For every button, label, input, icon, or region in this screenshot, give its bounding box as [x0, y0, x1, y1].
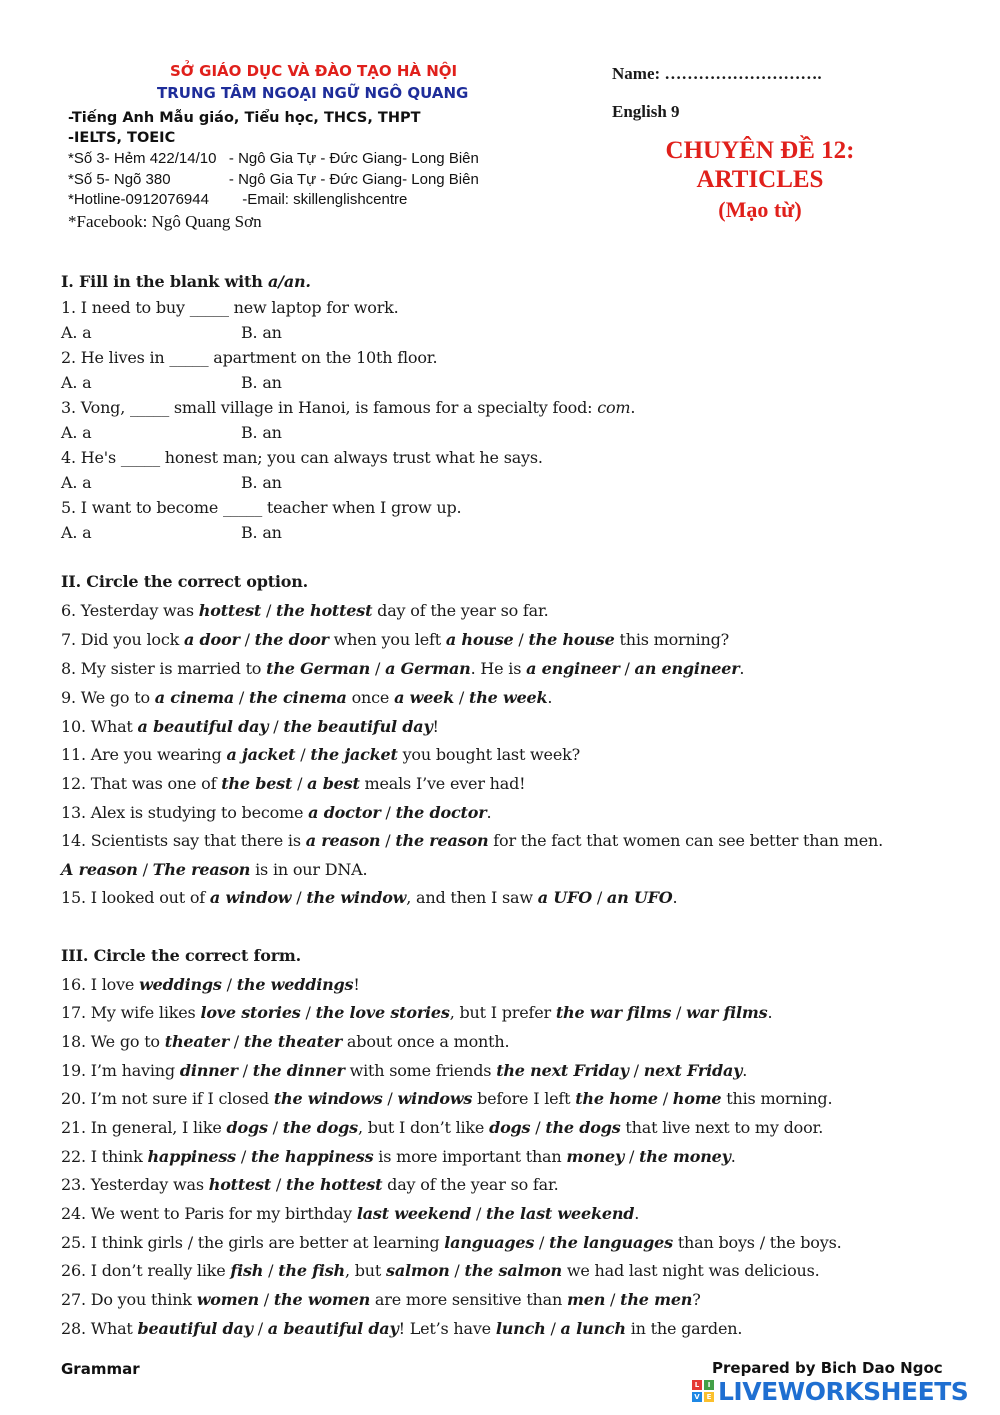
- question-text: /: [252, 1319, 268, 1338]
- question-text: ?: [692, 1290, 701, 1309]
- logo-tiles-icon: [692, 1380, 714, 1402]
- question-2-options: [61, 373, 282, 392]
- answer-option[interactable]: a UFO: [537, 888, 592, 907]
- question-10: [61, 717, 439, 736]
- answer-option[interactable]: a house: [445, 630, 514, 649]
- question-text: /: [239, 630, 255, 649]
- question-text: /: [382, 1089, 398, 1108]
- answer-option[interactable]: the happiness: [250, 1147, 374, 1166]
- answer-option[interactable]: the house: [528, 630, 615, 649]
- footer-category: Grammar: [61, 1360, 140, 1378]
- question-text: 13. Alex is studying to become: [61, 803, 309, 822]
- question-text: /: [137, 860, 153, 879]
- question-25: [61, 1233, 841, 1252]
- question-text: in the garden.: [625, 1319, 743, 1338]
- section-2-title: II. Circle the correct option.: [61, 572, 309, 591]
- question-text: 15. I looked out of: [61, 888, 210, 907]
- answer-option[interactable]: the weddings: [236, 975, 354, 994]
- question-text: than boys / the boys.: [672, 1233, 842, 1252]
- question-text: /: [471, 1204, 487, 1223]
- question-text: /: [267, 1118, 283, 1137]
- question-text: are more sensitive than: [370, 1290, 567, 1309]
- answer-option[interactable]: a jacket: [226, 745, 296, 764]
- question-text: 23. Yesterday was: [61, 1175, 209, 1194]
- question-text: 7. Did you lock: [61, 630, 184, 649]
- answer-option[interactable]: weddings: [139, 975, 222, 994]
- answer-option[interactable]: men: [567, 1290, 606, 1309]
- question-text: /: [619, 659, 635, 678]
- question-7: [61, 630, 729, 649]
- section-1-title: I. Fill in the blank with a/an.: [61, 272, 311, 291]
- question-1-options: [61, 323, 282, 342]
- question-text: .: [742, 1061, 748, 1080]
- question-6: [61, 601, 549, 620]
- answer-option[interactable]: dogs: [489, 1118, 531, 1137]
- question-24: [61, 1204, 639, 1223]
- question-2: 2. He lives in _____ apartment on the 10th floor.: [61, 348, 438, 367]
- option-a[interactable]: A. a: [61, 323, 92, 342]
- question-23: [61, 1175, 559, 1194]
- question-15: [61, 888, 677, 907]
- question-14: [61, 831, 883, 850]
- option-a[interactable]: A. a: [61, 473, 92, 492]
- question-text: /: [530, 1118, 546, 1137]
- question-text: 27. Do you think: [61, 1290, 197, 1309]
- answer-option[interactable]: the doctor: [395, 803, 487, 822]
- answer-option[interactable]: theater: [164, 1032, 229, 1051]
- answer-option[interactable]: dogs: [226, 1118, 268, 1137]
- answer-option[interactable]: The reason: [152, 860, 251, 879]
- question-22: [61, 1147, 736, 1166]
- question-text: 11. Are you wearing: [61, 745, 227, 764]
- answer-option[interactable]: a German: [385, 659, 471, 678]
- answer-option[interactable]: the German: [266, 659, 371, 678]
- question-text: this morning?: [614, 630, 730, 649]
- question-text: /: [657, 1089, 673, 1108]
- question-text: /: [291, 888, 307, 907]
- answer-option[interactable]: windows: [397, 1089, 473, 1108]
- option-a[interactable]: A. a: [61, 423, 92, 442]
- question-14-continued: [61, 860, 367, 879]
- answer-option[interactable]: lunch: [495, 1319, 546, 1338]
- org-name-line2: TRUNG TÂM NGOẠI NGỮ NGÔ QUANG: [157, 84, 469, 102]
- question-text: . He is: [470, 659, 527, 678]
- answer-option[interactable]: salmon: [386, 1261, 450, 1280]
- answer-option[interactable]: A reason: [61, 860, 138, 879]
- question-text: /: [271, 1175, 287, 1194]
- question-text: 6. Yesterday was: [61, 601, 199, 620]
- answer-option[interactable]: the reason: [395, 831, 489, 850]
- answer-option[interactable]: happiness: [147, 1147, 236, 1166]
- question-text: for the fact that women can see better than men.: [488, 831, 883, 850]
- answer-option[interactable]: a cinema: [154, 688, 235, 707]
- topic-subtitle: (Mạo từ): [718, 197, 802, 222]
- question-text: 25. I think girls / the girls are better at learning: [61, 1233, 445, 1252]
- answer-option[interactable]: fish: [230, 1261, 264, 1280]
- question-text: 26. I don’t really like: [61, 1261, 231, 1280]
- hotline-email: *Hotline-0912076944 -Email: skillenglishcentre: [68, 191, 408, 208]
- footer-author: Prepared by Bich Dao Ngoc: [712, 1359, 943, 1377]
- answer-option[interactable]: the dogs: [545, 1118, 621, 1137]
- courses-line1: -Tiếng Anh Mẫu giáo, Tiểu học, THCS, THPT: [68, 110, 421, 126]
- question-text: meals I’ve ever had!: [359, 774, 526, 793]
- question-text: 20. I’m not sure if I closed: [61, 1089, 274, 1108]
- question-text: when you left: [328, 630, 446, 649]
- question-text: /: [221, 975, 237, 994]
- question-12: [61, 774, 525, 793]
- option-b[interactable]: B. an: [241, 523, 282, 542]
- brand-name: LIVEWORKSHEETS: [718, 1376, 969, 1406]
- answer-option[interactable]: women: [196, 1290, 259, 1309]
- question-text: 28. What: [61, 1319, 138, 1338]
- question-text: .: [739, 659, 745, 678]
- topic-title: ARTICLES: [696, 166, 824, 193]
- answer-option[interactable]: the jacket: [310, 745, 398, 764]
- question-text: /: [671, 1003, 687, 1022]
- option-b[interactable]: B. an: [241, 473, 282, 492]
- answer-option[interactable]: last weekend: [356, 1204, 472, 1223]
- question-text: /: [380, 831, 396, 850]
- question-text: is in our DNA.: [250, 860, 368, 879]
- question-text: /: [234, 688, 250, 707]
- liveworksheets-logo[interactable]: [692, 1377, 968, 1405]
- question-5: 5. I want to become _____ teacher when I grow up.: [61, 498, 462, 517]
- question-20: [61, 1089, 832, 1108]
- answer-option[interactable]: the dogs: [282, 1118, 358, 1137]
- answer-option[interactable]: the languages: [549, 1233, 673, 1252]
- question-text: /: [449, 1261, 465, 1280]
- question-text: /: [605, 1290, 621, 1309]
- question-17: [61, 1003, 772, 1022]
- answer-option[interactable]: next Friday: [643, 1061, 743, 1080]
- question-text: /: [370, 659, 386, 678]
- answer-option[interactable]: a week: [394, 688, 455, 707]
- answer-option[interactable]: war films: [686, 1003, 768, 1022]
- question-text: /: [300, 1003, 316, 1022]
- question-text: /: [591, 888, 607, 907]
- question-21: [61, 1118, 823, 1137]
- question-text: /: [295, 745, 311, 764]
- grade-label: English 9: [612, 102, 680, 121]
- question-16: [61, 975, 360, 994]
- facebook-line: *Facebook: Ngô Quang Sơn: [68, 212, 262, 231]
- question-28: [61, 1319, 742, 1338]
- question-4: 4. He's _____ honest man; you can always trust what he says.: [61, 448, 543, 467]
- question-text: .: [767, 1003, 773, 1022]
- answer-option[interactable]: a beautiful day: [267, 1319, 399, 1338]
- question-text: /: [261, 601, 277, 620]
- answer-option[interactable]: the week: [469, 688, 548, 707]
- answer-option[interactable]: hottest: [208, 1175, 272, 1194]
- question-text: /: [380, 803, 396, 822]
- answer-option[interactable]: the best: [221, 774, 293, 793]
- question-text: /: [228, 1032, 244, 1051]
- question-text: , but I prefer: [449, 1003, 556, 1022]
- question-text: , but I don’t like: [357, 1118, 490, 1137]
- question-text: 8. My sister is married to: [61, 659, 267, 678]
- question-text: /: [235, 1147, 251, 1166]
- question-text: /: [624, 1147, 640, 1166]
- answer-option[interactable]: beautiful day: [137, 1319, 253, 1338]
- question-text: 16. I love: [61, 975, 140, 994]
- answer-option[interactable]: the hottest: [276, 601, 373, 620]
- answer-option[interactable]: the home: [575, 1089, 658, 1108]
- answer-option[interactable]: the windows: [273, 1089, 383, 1108]
- question-27: [61, 1290, 701, 1309]
- question-text: once: [346, 688, 395, 707]
- question-text: 17. My wife likes: [61, 1003, 201, 1022]
- logo-tile: L: [692, 1380, 702, 1390]
- answer-option[interactable]: the cinema: [249, 688, 347, 707]
- answer-option[interactable]: the war films: [555, 1003, 672, 1022]
- question-text: .: [486, 803, 492, 822]
- question-text: , but: [344, 1261, 387, 1280]
- answer-option[interactable]: the money: [639, 1147, 731, 1166]
- courses-line2: -IELTS, TOEIC: [68, 130, 176, 146]
- answer-option[interactable]: the theater: [243, 1032, 343, 1051]
- answer-option[interactable]: the love stories: [315, 1003, 450, 1022]
- answer-option[interactable]: the next Friday: [496, 1061, 629, 1080]
- answer-option[interactable]: a doctor: [308, 803, 381, 822]
- question-text: .: [730, 1147, 736, 1166]
- answer-option[interactable]: a engineer: [526, 659, 620, 678]
- question-text: 22. I think: [61, 1147, 148, 1166]
- question-26: [61, 1261, 820, 1280]
- question-text: day of the year so far.: [372, 601, 549, 620]
- answer-option[interactable]: the beautiful day: [283, 717, 433, 736]
- answer-option[interactable]: a beautiful day: [137, 717, 269, 736]
- answer-option[interactable]: an engineer: [634, 659, 740, 678]
- address-line1: *Số 3- Hẻm 422/14/10 - Ngô Gia Tự - Đức Giang- Long Biên: [68, 150, 479, 167]
- logo-tile: V: [692, 1392, 702, 1402]
- org-name-line1: SỞ GIÁO DỤC VÀ ĐÀO TẠO HÀ NỘI: [170, 62, 458, 80]
- question-text: /: [258, 1290, 274, 1309]
- question-3: 3. Vong, _____ small village in Hanoi, is famous for a specialty food: com.: [61, 398, 636, 417]
- question-text: with some friends: [344, 1061, 497, 1080]
- question-text: .: [634, 1204, 640, 1223]
- question-5-options: [61, 523, 282, 542]
- question-13: [61, 803, 491, 822]
- question-text: /: [268, 717, 284, 736]
- question-text: about once a month.: [342, 1032, 510, 1051]
- answer-option[interactable]: home: [672, 1089, 722, 1108]
- question-text: 18. We go to: [61, 1032, 165, 1051]
- answer-option[interactable]: a door: [183, 630, 240, 649]
- option-b[interactable]: B. an: [241, 323, 282, 342]
- question-3-options: [61, 423, 282, 442]
- question-text: you bought last week?: [397, 745, 580, 764]
- answer-option[interactable]: a best: [307, 774, 360, 793]
- question-text: , and then I saw: [406, 888, 538, 907]
- student-name-field: Name: ……………………….: [612, 64, 822, 83]
- question-4-options: [61, 473, 282, 492]
- topic-number: CHUYÊN ĐỀ 12:: [665, 137, 855, 164]
- question-text: /: [513, 630, 529, 649]
- answer-option[interactable]: dinner: [179, 1061, 238, 1080]
- option-b[interactable]: B. an: [241, 423, 282, 442]
- answer-option[interactable]: the dinner: [252, 1061, 345, 1080]
- question-19: [61, 1061, 747, 1080]
- question-text: /: [263, 1261, 279, 1280]
- answer-option[interactable]: the hottest: [286, 1175, 383, 1194]
- option-a[interactable]: A. a: [61, 523, 92, 542]
- question-text: !: [353, 975, 360, 994]
- answer-option[interactable]: a reason: [305, 831, 381, 850]
- answer-option[interactable]: an UFO: [606, 888, 673, 907]
- answer-option[interactable]: hottest: [198, 601, 262, 620]
- answer-option[interactable]: the salmon: [464, 1261, 562, 1280]
- question-text: !: [432, 717, 439, 736]
- question-18: [61, 1032, 509, 1051]
- question-text: we had last night was delicious.: [561, 1261, 820, 1280]
- question-text: /: [237, 1061, 253, 1080]
- answer-option[interactable]: languages: [444, 1233, 535, 1252]
- answer-option[interactable]: a window: [209, 888, 292, 907]
- question-text: /: [534, 1233, 550, 1252]
- question-text: .: [672, 888, 678, 907]
- question-text: 9. We go to: [61, 688, 155, 707]
- question-11: [61, 745, 580, 764]
- question-text: before I left: [472, 1089, 576, 1108]
- address-line2: *Số 5- Ngõ 380 - Ngô Gia Tự - Đức Giang- Long Biên: [68, 171, 479, 188]
- answer-option[interactable]: the women: [273, 1290, 371, 1309]
- question-text: /: [545, 1319, 561, 1338]
- answer-option[interactable]: the men: [620, 1290, 693, 1309]
- option-a[interactable]: A. a: [61, 373, 92, 392]
- question-text: that live next to my door.: [620, 1118, 824, 1137]
- question-text: day of the year so far.: [382, 1175, 559, 1194]
- answer-option[interactable]: the window: [306, 888, 407, 907]
- question-text: /: [454, 688, 470, 707]
- answer-option[interactable]: a lunch: [560, 1319, 626, 1338]
- question-text: 12. That was one of: [61, 774, 222, 793]
- question-text: is more important than: [373, 1147, 567, 1166]
- answer-option[interactable]: the last weekend: [486, 1204, 635, 1223]
- question-text: /: [628, 1061, 644, 1080]
- question-text: 14. Scientists say that there is: [61, 831, 306, 850]
- logo-tile: E: [704, 1392, 714, 1402]
- question-9: [61, 688, 552, 707]
- question-text: 24. We went to Paris for my birthday: [61, 1204, 357, 1223]
- question-1: 1. I need to buy _____ new laptop for work.: [61, 298, 399, 317]
- logo-tile: I: [704, 1380, 714, 1390]
- answer-option[interactable]: love stories: [200, 1003, 301, 1022]
- answer-option[interactable]: the fish: [278, 1261, 345, 1280]
- answer-option[interactable]: money: [566, 1147, 625, 1166]
- section-3-title: III. Circle the correct form.: [61, 946, 302, 965]
- question-text: .: [547, 688, 553, 707]
- question-text: /: [292, 774, 308, 793]
- question-text: 10. What: [61, 717, 138, 736]
- question-text: ! Let’s have: [398, 1319, 496, 1338]
- question-text: 21. In general, I like: [61, 1118, 227, 1137]
- question-text: 19. I’m having: [61, 1061, 180, 1080]
- answer-option[interactable]: the door: [254, 630, 329, 649]
- question-8: [61, 659, 744, 678]
- option-b[interactable]: B. an: [241, 373, 282, 392]
- question-text: this morning.: [721, 1089, 833, 1108]
